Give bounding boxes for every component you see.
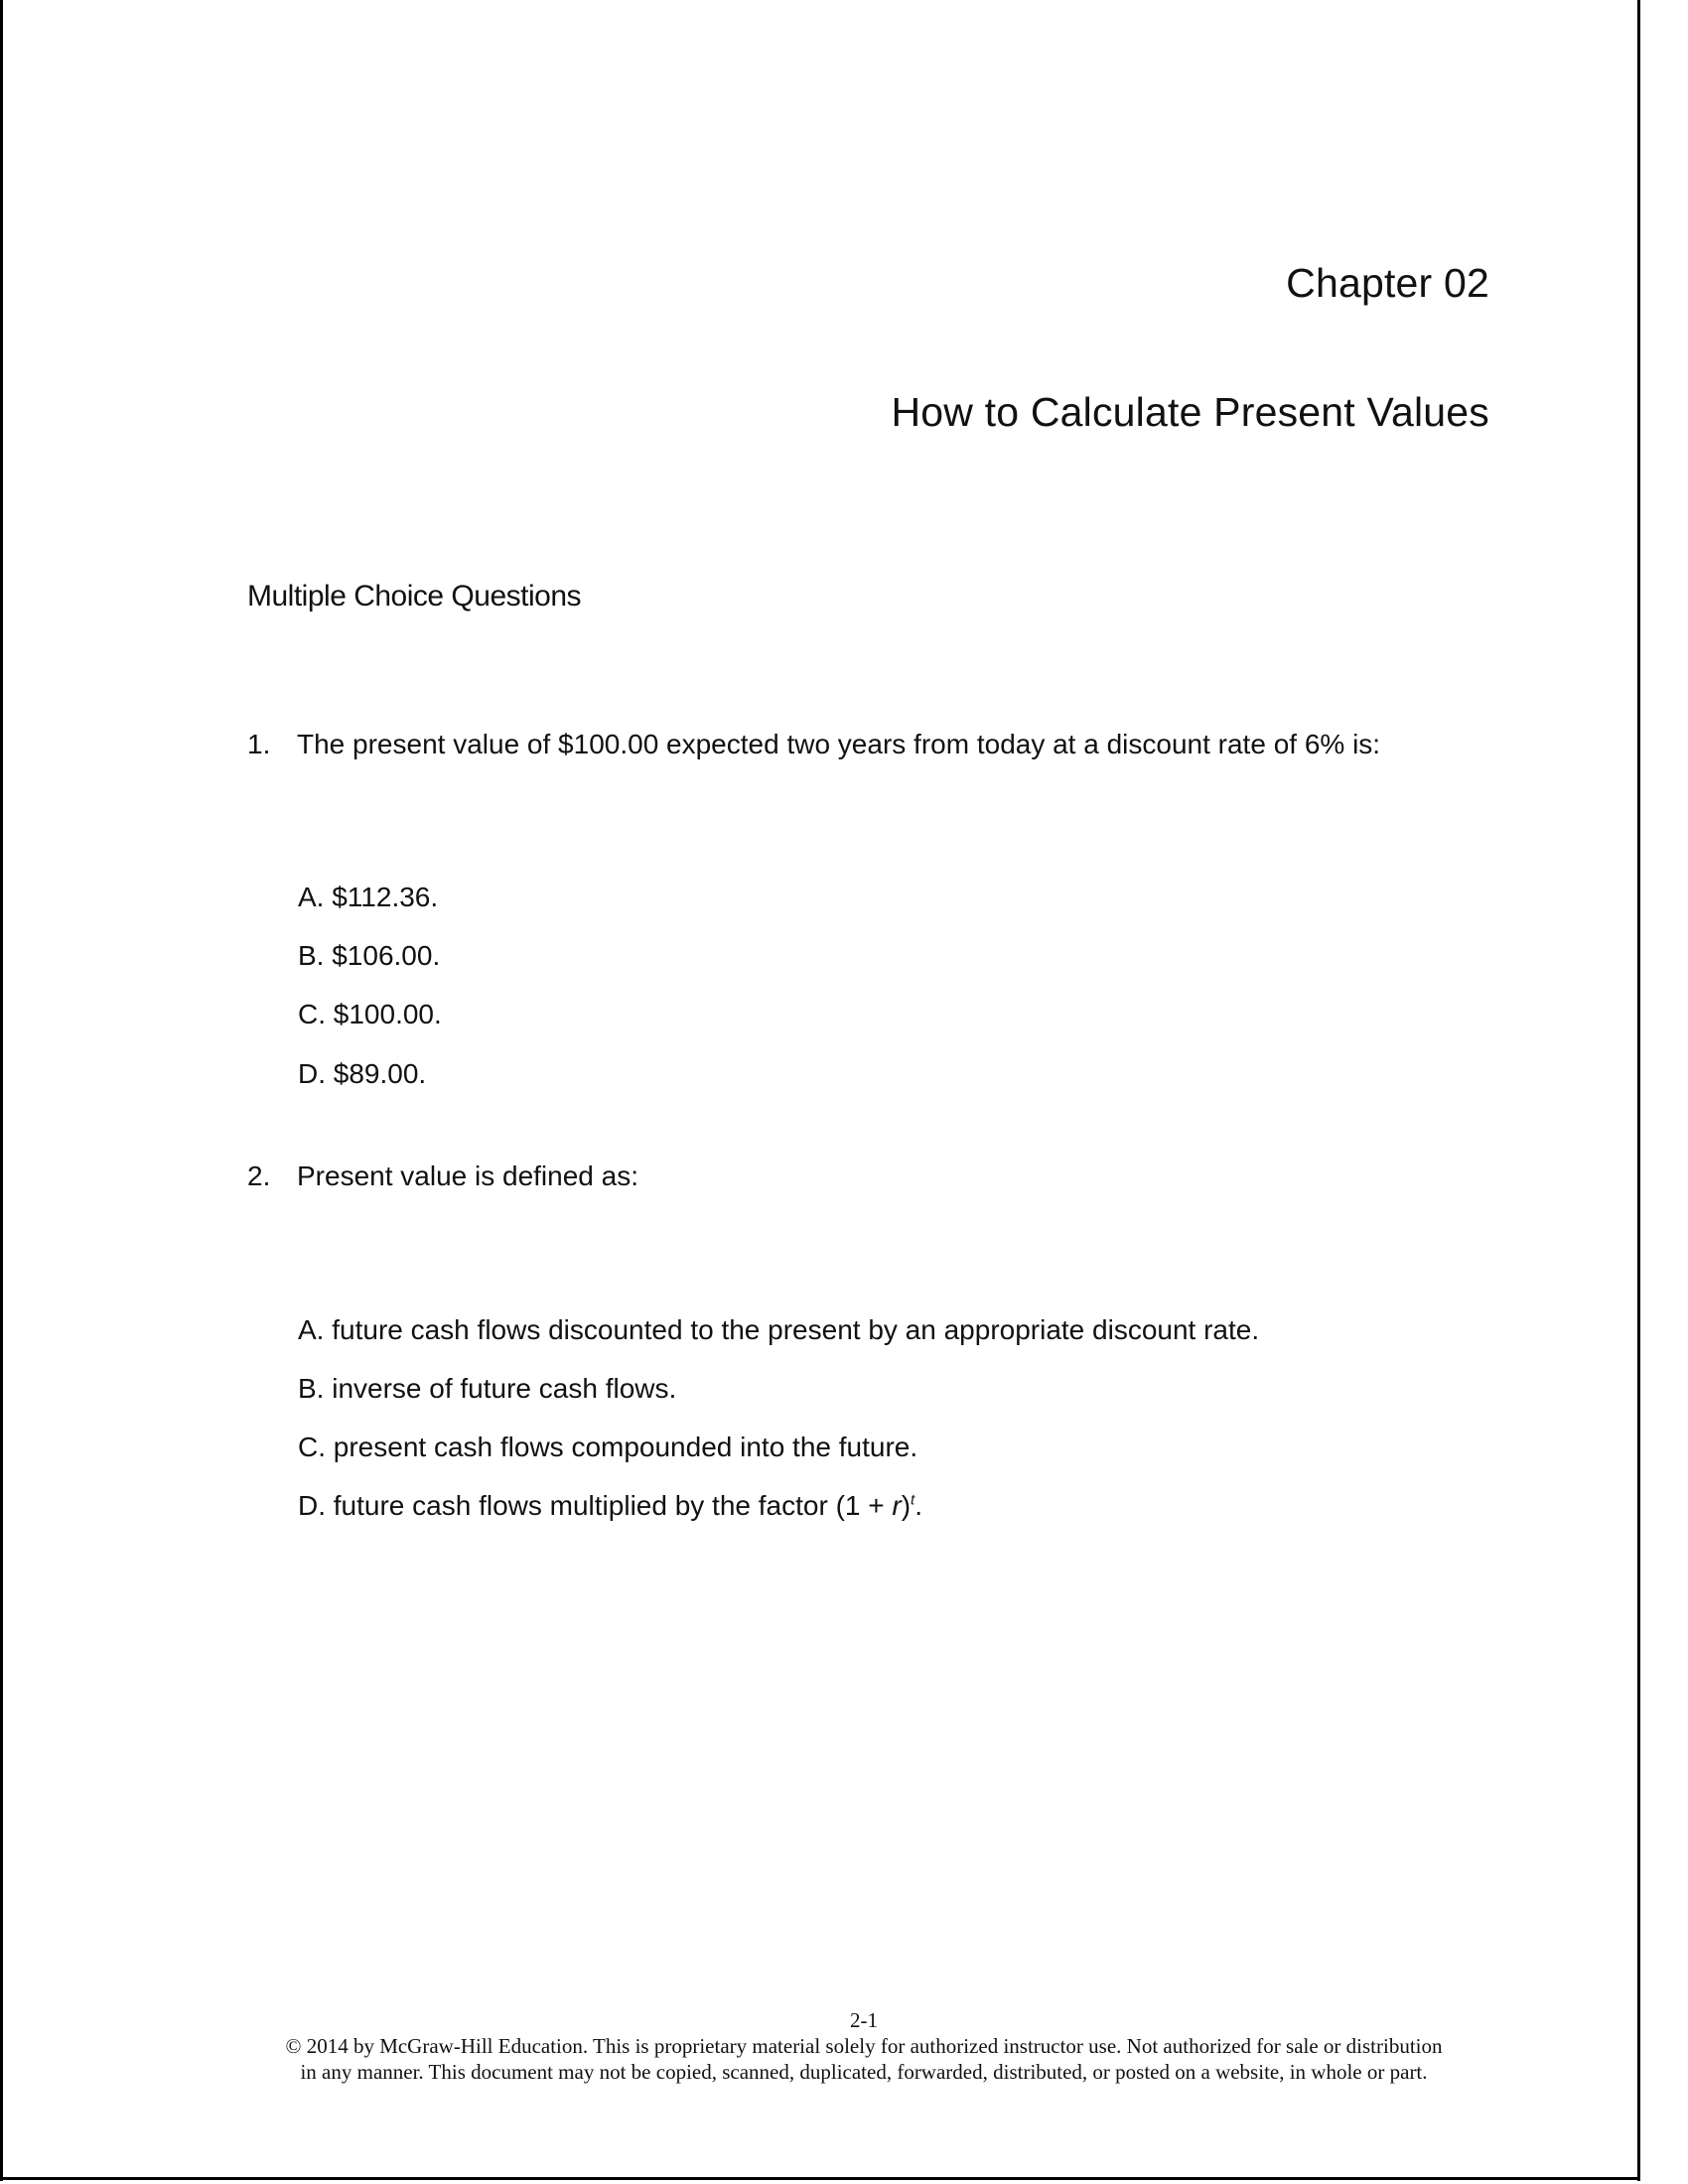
question-text: The present value of $100.00 expected two years from today at a discount rate of 6% is: bbox=[297, 729, 1381, 759]
footer-page-number: 2-1 bbox=[850, 2008, 878, 2032]
page-border-bottom bbox=[0, 2177, 1640, 2180]
question-1-option-d: D. $89.00. bbox=[298, 1058, 427, 1089]
question-2-option-b: B. inverse of future cash flows. bbox=[298, 1373, 677, 1404]
question-number: 2. bbox=[247, 1160, 271, 1191]
option-exponent-t: t bbox=[911, 1491, 915, 1509]
question-2 bbox=[247, 1160, 638, 1192]
question-2-option-a: A. future cash flows discounted to the present by an appropriate discount rate. bbox=[298, 1314, 1260, 1345]
option-variable-r: r bbox=[892, 1490, 902, 1521]
question-1 bbox=[247, 729, 1380, 760]
chapter-label: Chapter 02 bbox=[1286, 260, 1489, 306]
footer-copyright-line-2: in any manner. This document may not be copied, scanned, duplicated, forwarded, distributed, or posted on a website, in whole or part. bbox=[300, 2060, 1428, 2084]
page-border-left bbox=[0, 0, 3, 2181]
chapter-title: How to Calculate Present Values bbox=[891, 389, 1489, 435]
footer-copyright-line-1: © 2014 by McGraw-Hill Education. This is proprietary material solely for authorized instructor use. Not authorized for sale or distribution bbox=[285, 2034, 1443, 2058]
option-close-paren: ) bbox=[901, 1490, 912, 1521]
page-border-right bbox=[1637, 0, 1640, 2181]
question-1-option-b: B. $106.00. bbox=[298, 940, 441, 971]
question-2-option-d bbox=[298, 1490, 922, 1522]
question-text: Present value is defined as: bbox=[297, 1160, 638, 1191]
section-heading: Multiple Choice Questions bbox=[247, 580, 582, 613]
question-2-option-c: C. present cash flows compounded into the future. bbox=[298, 1432, 918, 1462]
option-end: . bbox=[914, 1490, 922, 1521]
question-1-option-a: A. $112.36. bbox=[298, 882, 439, 912]
option-text: D. future cash flows multiplied by the factor (1 + bbox=[298, 1490, 893, 1521]
question-number: 1. bbox=[247, 729, 271, 759]
question-1-option-c: C. $100.00. bbox=[298, 999, 442, 1029]
